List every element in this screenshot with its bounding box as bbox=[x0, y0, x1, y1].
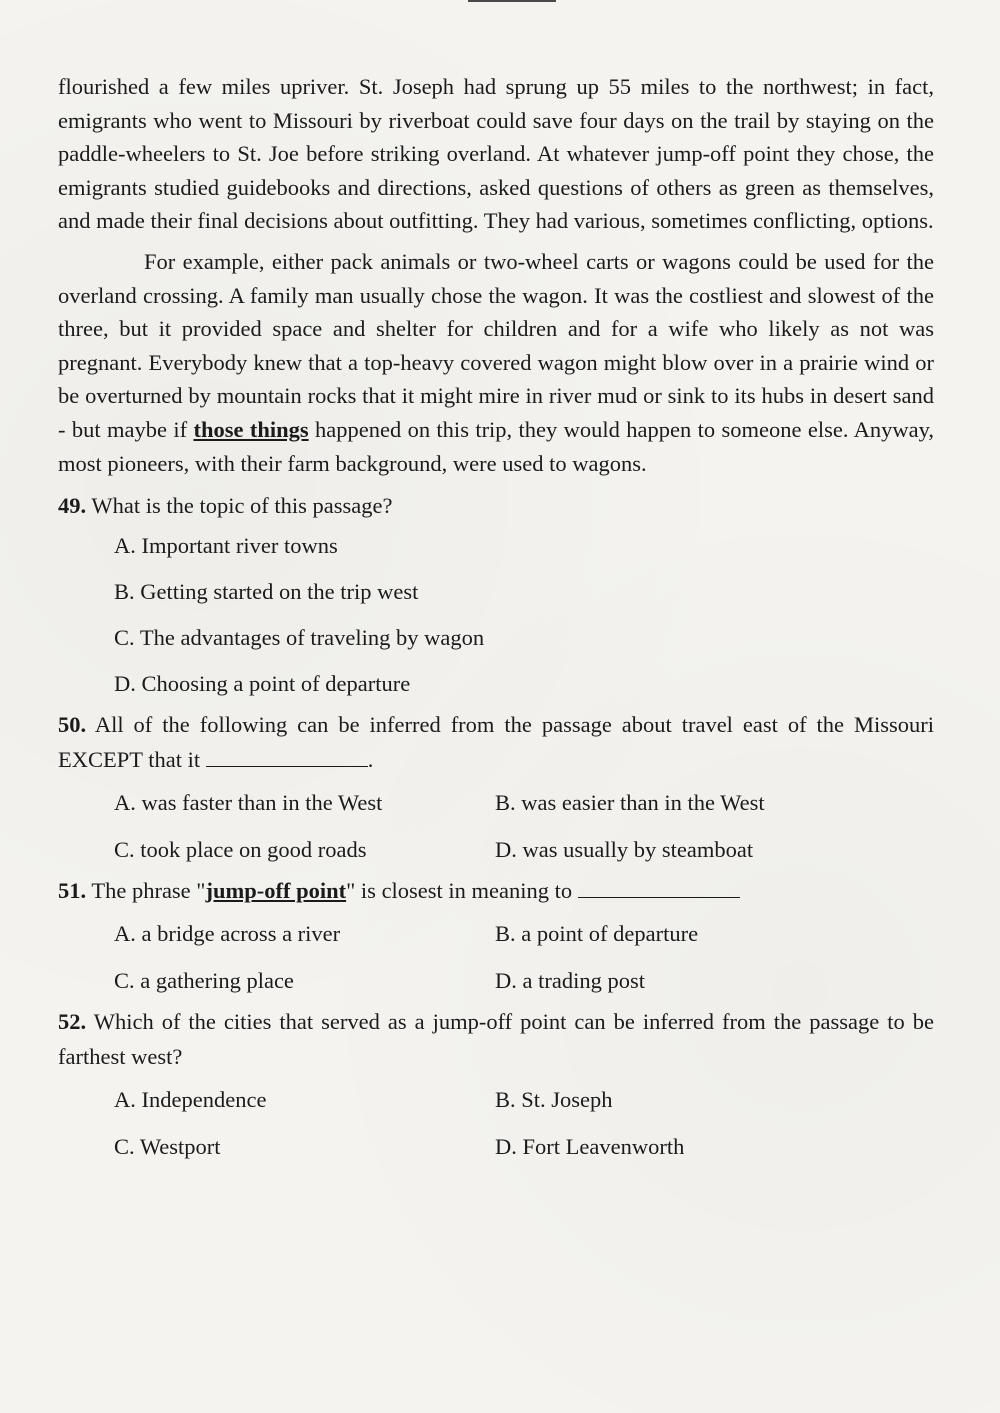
quoted-phrase: jump-off point bbox=[205, 878, 347, 904]
option-d[interactable]: D. was usually by steamboat bbox=[495, 836, 754, 862]
passage-paragraph-2-text-b: happened on this trip, they would happen to someone else. Anyway, most pioneers, with their farm background, were used to wagons. bbox=[58, 416, 934, 476]
question-number: 51. bbox=[58, 878, 87, 904]
option-d[interactable]: D. Choosing a point of departure bbox=[114, 671, 411, 697]
option-b[interactable]: B. a point of departure bbox=[495, 921, 699, 947]
question-number: 49. bbox=[58, 493, 87, 519]
answer-blank bbox=[206, 746, 368, 767]
question-51 bbox=[58, 873, 934, 1004]
question-stem bbox=[58, 488, 934, 523]
option-a[interactable]: A. Independence bbox=[114, 1087, 267, 1113]
option-a[interactable]: A. a bridge across a river bbox=[114, 921, 341, 947]
option-c[interactable]: C. a gathering place bbox=[114, 967, 294, 993]
option-c[interactable]: C. Westport bbox=[114, 1133, 221, 1159]
question-49 bbox=[58, 488, 934, 707]
question-text-after: " is closest in meaning to bbox=[346, 878, 578, 904]
question-text: What is the topic of this passage? bbox=[86, 493, 393, 519]
passage-paragraph-1-text: flourished a few miles upriver. St. Joseph had sprung up 55 miles to the northwest; in fact, emigrants who went to Missouri by riverboat could save four days on the trail by staying on the paddle-wheelers to St. Joe before striking overland. At whatever jump-off point they chose, the emigrants studied guidebooks and directions, asked questions of others as green as themselves, and made their final decisions about outfitting. They had various, sometimes conflicting, options. bbox=[58, 74, 934, 234]
option-b[interactable]: B. was easier than in the West bbox=[495, 790, 765, 816]
passage-paragraph-1 bbox=[58, 70, 934, 238]
question-text-end: . bbox=[367, 747, 374, 773]
answer-blank bbox=[578, 877, 740, 898]
question-text: All of the following can be inferred from the passage about travel east of the Missouri EXCEPT that it bbox=[58, 712, 934, 773]
answer-options bbox=[58, 523, 934, 707]
content bbox=[58, 70, 934, 1170]
answer-options bbox=[58, 780, 934, 873]
question-number: 52. bbox=[58, 1009, 87, 1035]
question-52 bbox=[58, 1004, 934, 1170]
option-b[interactable]: B. St. Joseph bbox=[495, 1087, 613, 1113]
option-c[interactable]: C. The advantages of traveling by wagon bbox=[114, 625, 485, 651]
question-text-before: The phrase " bbox=[86, 878, 206, 904]
answer-options bbox=[58, 911, 934, 1004]
top-rule bbox=[468, 0, 556, 2]
option-d[interactable]: D. a trading post bbox=[495, 967, 645, 993]
option-c[interactable]: C. took place on good roads bbox=[114, 836, 367, 862]
question-stem bbox=[58, 873, 934, 908]
passage-paragraph-2-text-a: For example, either pack animals or two-wheel carts or wagons could be used for the overland crossing. A family man usually chose the wagon. It was the costliest and slowest of the three, but it provided space and shelter for children and for a wife who likely as not was pregnant. Everybody knew that a top-heavy covered wagon might blow over in a prairie wind or be overturned by mountain rocks that it might mire in river mud or sink to its hubs in desert sand - but maybe if bbox=[58, 248, 934, 442]
option-d[interactable]: D. Fort Leavenworth bbox=[495, 1133, 685, 1159]
question-number: 50. bbox=[58, 712, 87, 738]
option-a[interactable]: A. Important river towns bbox=[114, 533, 338, 559]
emphasized-phrase: those things bbox=[193, 416, 309, 442]
passage-paragraph-2 bbox=[58, 245, 934, 480]
option-a[interactable]: A. was faster than in the West bbox=[114, 790, 383, 816]
question-stem bbox=[58, 1004, 934, 1074]
answer-options bbox=[58, 1077, 934, 1170]
question-stem bbox=[58, 707, 934, 777]
question-text: Which of the cities that served as a jump-off point can be inferred from the passage to be farthest west? bbox=[58, 1009, 934, 1070]
option-b[interactable]: B. Getting started on the trip west bbox=[114, 579, 419, 605]
question-50 bbox=[58, 707, 934, 873]
